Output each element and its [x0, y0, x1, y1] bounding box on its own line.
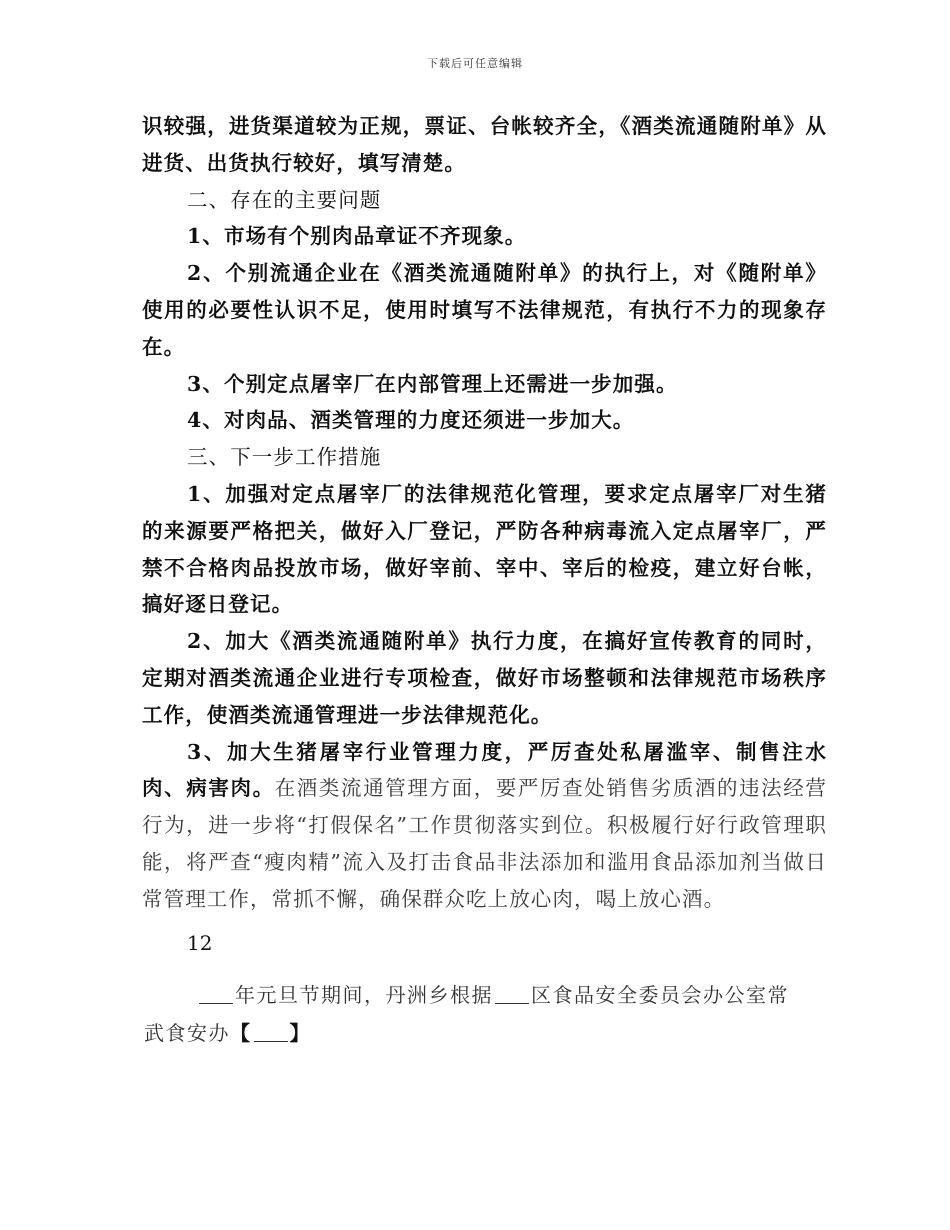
measure-3-bold: 3、加大生猪屠宰行业管理力度，严厉查处私屠滥宰、制售注水肉、病害肉。: [142, 739, 827, 801]
notice-line-1-a: 年元旦节期间，丹洲乡根据: [235, 982, 493, 1007]
measure-3-normal: 在酒类流通管理方面，要严厉查处销售劣质酒的违法经营行为，进一步将“打假保名”工作贯彻落实到位。积极履行好行政管理职能，将严查“瘦肉精”流入及打击食品非法添加和滥用食品添加剂当做日常管理工作，常抓不懈，确保群众吃上放心肉，喝上放心酒。: [142, 776, 827, 911]
section-heading-next-steps: 三、下一步工作措施: [187, 445, 382, 470]
notice-line-2: [142, 1014, 827, 1052]
notice-line-1: [142, 976, 827, 1014]
document-body: [142, 108, 827, 1052]
blank-doc-number: [254, 1021, 288, 1042]
blank-year: [199, 983, 233, 1004]
notice-header: [142, 976, 827, 1052]
page-header: 下载后可任意编辑: [427, 57, 523, 70]
paragraph-measure-1: 1、加强对定点屠宰厂的法律规范化管理，要求定点屠宰厂对生猪的来源要严格把关，做好入厂登记，严防各种病毒流入定点屠宰厂，严禁不合格肉品投放市场，做好宰前、宰中、宰后的检疫，建立好台帐，搞好逐日登记。: [142, 481, 827, 617]
paragraph-measure-3: [142, 734, 827, 918]
paragraph-problem-2: 2、个别流通企业在《酒类流通随附单》的执行上，对《随附单》使用的必要性认识不足，使用时填写不法律规范，有执行不力的现象存在。: [142, 261, 827, 359]
notice-line-2-a: 武食安办: [144, 1020, 230, 1045]
section-number: 12: [187, 930, 213, 955]
paragraph-problem-3: 3、个别定点屠宰厂在内部管理上还需进一步加强。: [187, 371, 678, 396]
notice-line-1-b: 区食品安全委员会办公室常: [531, 982, 789, 1007]
blank-district: [495, 983, 529, 1004]
bracket-open: 【: [230, 1020, 252, 1045]
paragraph-measure-2: 2、加大《酒类流通随附单》执行力度，在搞好宣传教育的同时，定期对酒类流通企业进行专项检查，做好市场整顿和法律规范市场秩序工作，使酒类流通管理进一步法律规范化。: [142, 629, 827, 727]
paragraph-continued: 识较强，进货渠道较为正规，票证、台帐较齐全，《酒类流通随附单》从进货、出货执行较好，填写清楚。: [142, 114, 827, 175]
paragraph-problem-4: 4、对肉品、酒类管理的力度还须进一步加大。: [187, 408, 635, 433]
bracket-close: 】: [289, 1020, 311, 1045]
section-heading-problems: 二、存在的主要问题: [187, 187, 382, 212]
paragraph-problem-1: 1、市场有个别肉品章证不齐现象。: [187, 224, 527, 249]
